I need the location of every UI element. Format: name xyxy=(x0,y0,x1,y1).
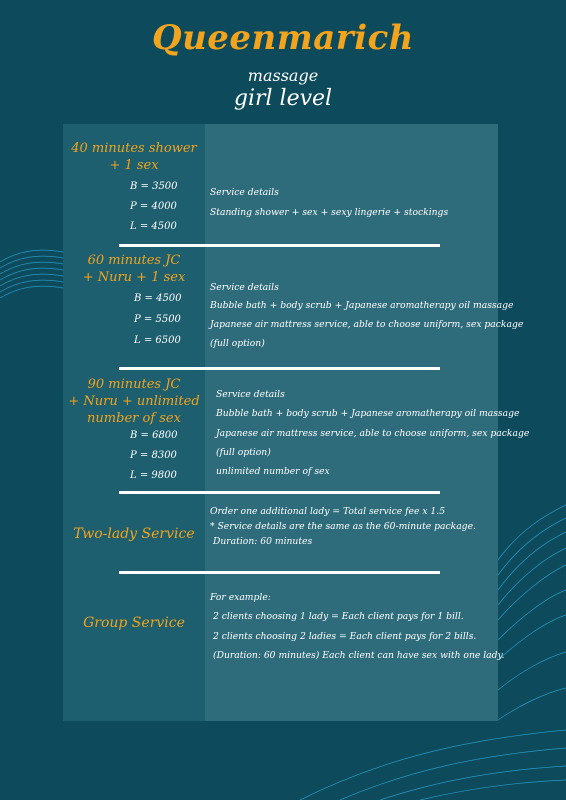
package-40-detail-heading: Service details xyxy=(210,187,279,198)
package-90-price-b: B = 6800 xyxy=(130,430,178,441)
two-lady-detail: Duration: 60 minutes xyxy=(213,536,313,547)
group-detail: 2 clients choosing 2 ladies = Each client pays for 2 bills. xyxy=(213,631,477,642)
divider xyxy=(119,244,440,247)
package-90-price-p: P = 8300 xyxy=(130,450,177,461)
package-40-price-l: L = 4500 xyxy=(130,221,177,232)
brand-title: Queenmarich xyxy=(151,18,415,58)
package-90-price-l: L = 9800 xyxy=(130,470,177,481)
package-90-title: 90 minutes JC + Nuru + unlimited number of sex xyxy=(68,377,200,426)
divider xyxy=(119,367,440,370)
package-60-detail: (full option) xyxy=(210,338,265,349)
package-90-detail: Japanese air mattress service, able to choose uniform, sex package xyxy=(216,428,530,439)
brand-subtitle: massage xyxy=(247,66,319,85)
package-90-detail-heading: Service details xyxy=(216,389,285,400)
two-lady-detail: Order one additional lady = Total service fee x 1.5 xyxy=(210,506,446,517)
package-40-title: 40 minutes shower + 1 sex xyxy=(71,141,197,173)
package-60-detail-heading: Service details xyxy=(210,282,279,293)
package-40-price-p: P = 4000 xyxy=(130,201,177,212)
divider xyxy=(119,491,440,494)
package-90-detail: unlimited number of sex xyxy=(216,466,330,477)
group-detail: 2 clients choosing 1 lady = Each client pays for 1 bill. xyxy=(213,611,464,622)
group-detail: For example: xyxy=(210,592,271,603)
package-90-detail: (full option) xyxy=(216,447,271,458)
package-60-detail: Japanese air mattress service, able to choose uniform, sex package xyxy=(210,319,524,330)
two-lady-detail: * Service details are the same as the 60-minute package. xyxy=(210,521,476,532)
package-60-title: 60 minutes JC + Nuru + 1 sex xyxy=(82,253,186,285)
package-60-detail: Bubble bath + body scrub + Japanese aromatherapy oil massage xyxy=(210,300,514,311)
package-60-price-p: P = 5500 xyxy=(134,314,181,325)
divider xyxy=(119,571,440,574)
package-40-price-b: B = 3500 xyxy=(130,181,178,192)
two-lady-title: Two-lady Service xyxy=(73,526,195,542)
level-heading: girl level xyxy=(233,86,333,111)
package-60-price-l: L = 6500 xyxy=(134,335,181,346)
package-60-price-b: B = 4500 xyxy=(134,293,182,304)
group-service-title: Group Service xyxy=(83,615,185,631)
package-90-detail: Bubble bath + body scrub + Japanese aromatherapy oil massage xyxy=(216,408,520,419)
package-40-detail: Standing shower + sex + sexy lingerie + stockings xyxy=(210,207,449,218)
group-detail: (Duration: 60 minutes) Each client can have sex with one lady. xyxy=(213,650,505,661)
